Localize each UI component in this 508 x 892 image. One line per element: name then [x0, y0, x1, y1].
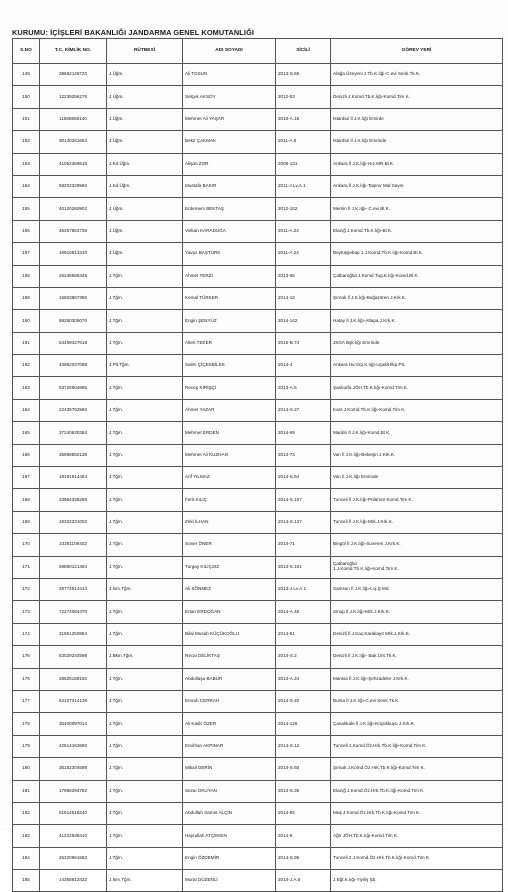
cell-sno: 164	[13, 399, 40, 421]
cell-rutbe: J.Tğm.	[107, 377, 183, 399]
cell-gorev-yeri: Elazığ J.Komd.Tb.K.lığı-Bl.K.	[331, 220, 503, 242]
cell-gorev-yeri: Denizli İl J.Kaç.Karakayıt Mrk.J.Krk.K.	[331, 623, 503, 645]
table-body	[13, 64, 503, 892]
cell-tc-no: 30140281664	[40, 131, 107, 153]
cell-rutbe: J.Tğm.	[107, 556, 183, 578]
cell-rutbe: J.Üğm.	[107, 64, 183, 86]
cell-gorev-yeri: Alağa Üzeyeni J.Tb.K.lığı-C.evi Senk.Tk.K.	[331, 64, 503, 86]
table-row	[13, 220, 503, 242]
cell-sicil: 2014-82	[276, 802, 331, 824]
cell-tc-no: 12239256276	[40, 86, 107, 108]
cell-gorev-yeri: Hatay İl J.K.lığı-Altapa J.Krk.K.	[331, 310, 503, 332]
cell-sicil: 2014-S.2	[276, 646, 331, 668]
cell-sicil: 2011-A.24	[276, 243, 331, 265]
cell-sno: 181	[13, 780, 40, 802]
cell-rutbe: J.Tğm.	[107, 422, 183, 444]
cell-sno: 184	[13, 847, 40, 869]
cell-name: Abdullah Samet ALÇIN	[183, 802, 276, 824]
cell-sno: 166	[13, 444, 40, 466]
cell-name: Soner ÖNER	[183, 534, 276, 556]
table-row	[13, 601, 503, 623]
cell-sicil: 2014-5	[276, 825, 331, 847]
cell-tc-no: 45457863738	[40, 220, 107, 242]
cell-sno: 150	[13, 86, 40, 108]
cell-tc-no: 26246585448	[40, 265, 107, 287]
cell-rutbe: J.Tğm.	[107, 780, 183, 802]
cell-name: Ali Kadir ÖZER	[183, 713, 276, 735]
cell-rutbe: J.Tğm.	[107, 444, 183, 466]
cell-name: Alten TEKER	[183, 332, 276, 354]
cell-gorev-yeri: Tunceli 2.J.Komd.Öz.Hrk.Tb.K.lığı-Komd.Tim K.	[331, 847, 503, 869]
cell-name: Salim ÇİÇEKBİLEK	[183, 355, 276, 377]
cell-sicil: 2011-J.Lv.A.1	[276, 175, 331, 197]
cell-gorev-yeri: Şanlıurfa JÖH.Tb.K.lığı-Komd.Tim K.	[331, 377, 503, 399]
cell-sno: 178	[13, 713, 40, 735]
cell-tc-no: 35182304698	[40, 758, 107, 780]
table-row	[13, 489, 503, 511]
header-row	[13, 39, 503, 64]
table-row	[13, 64, 503, 86]
table-row	[13, 556, 503, 578]
cell-sicil: 2014-142	[276, 310, 331, 332]
cell-sno: 153	[13, 153, 40, 175]
cell-gorev-yeri: Bingöl İl J.K.lığı-Suveren J.Krk.K.	[331, 534, 503, 556]
cell-gorev-yeri: Şırnak J.Komd.Öz.Hrk.Tb.K.lığı-Komd.Tim K.	[331, 758, 503, 780]
table-row	[13, 623, 503, 645]
cell-name: Ali TOSUN	[183, 64, 276, 86]
cell-sno: 179	[13, 735, 40, 757]
cell-sno: 172	[13, 578, 40, 600]
cell-sicil: 2011-A.8	[276, 131, 331, 153]
cell-sno: 185	[13, 870, 40, 892]
cell-tc-no: 53029244598	[40, 646, 107, 668]
cell-sicil: 2014-69	[276, 422, 331, 444]
cell-sicil: 2014-J.A.6	[276, 870, 331, 892]
cell-gorev-yeri: Tunceli İl J.K.lığı-Pülümür Komd.Tim K.	[331, 489, 503, 511]
cell-sicil: 2011-A.24	[276, 220, 331, 242]
cell-sicil: 2014-73	[276, 444, 331, 466]
cell-gorev-yeri: Çanakkale İl J.K.lığı-Küçükkuyu J.Krk.K.	[331, 713, 503, 735]
cell-tc-no: 31951250884	[40, 623, 107, 645]
cell-rutbe: J.Tğm.	[107, 847, 183, 869]
cell-name: Arif YILMAZ	[183, 467, 276, 489]
table-row	[13, 332, 503, 354]
cell-rutbe: J.Tğm.	[107, 601, 183, 623]
cell-sno: 157	[13, 243, 40, 265]
cell-name: Ali SÖNMEZ	[183, 578, 276, 600]
table-row	[13, 847, 503, 869]
cell-sicil: 2008-131	[276, 153, 331, 175]
cell-name: Abdullaşa BABUR	[183, 668, 276, 690]
cell-rutbe: J.Tğm.	[107, 467, 183, 489]
cell-sicil: 2014-S.35	[276, 780, 331, 802]
cell-sno: 171	[13, 556, 40, 578]
cell-rutbe: J.Üğm.	[107, 220, 183, 242]
cell-tc-no: 38662146720	[40, 64, 107, 86]
cell-sicil: 2014-S.95	[276, 847, 331, 869]
cell-name: Emrah CERRAH	[183, 690, 276, 712]
col-header-sicil: SİCİLİ	[276, 39, 331, 64]
table-row	[13, 131, 503, 153]
table-row	[13, 690, 503, 712]
cell-tc-no: 62107314138	[40, 690, 107, 712]
cell-rutbe: J.Üğm.	[107, 108, 183, 130]
cell-rutbe: J.İsm.Tğm.	[107, 870, 183, 892]
cell-sno: 159	[13, 287, 40, 309]
cell-tc-no: 11568858140	[40, 108, 107, 130]
cell-sicil: 2013-A.5	[276, 377, 331, 399]
table-row	[13, 243, 503, 265]
table-row	[13, 444, 503, 466]
cell-sicil: 2014-A.46	[276, 601, 331, 623]
cell-tc-no: 59860121394	[40, 556, 107, 578]
cell-sicil: 2012-53	[276, 86, 331, 108]
cell-tc-no: 16916913310	[40, 243, 107, 265]
personnel-table	[12, 38, 503, 892]
cell-tc-no: 41222938410	[40, 825, 107, 847]
table-header	[13, 39, 503, 64]
cell-sicil: 2013-S.65	[276, 64, 331, 86]
cell-rutbe: J.Tğm.	[107, 623, 183, 645]
cell-name: Erdemem BEKTAŞ	[183, 198, 276, 220]
cell-sicil: 2014-A.24	[276, 668, 331, 690]
cell-tc-no: 25320961582	[40, 847, 107, 869]
cell-gorev-yeri	[331, 556, 503, 578]
cell-tc-no: 37240630384	[40, 422, 107, 444]
cell-sno: 158	[13, 265, 40, 287]
cell-name: Zeki İLHAN	[183, 511, 276, 533]
cell-tc-no: 18181914464	[40, 467, 107, 489]
cell-gorev-yeri: Elazığ J.Komd.Öz.Hrk.Tb.K.lığı-Komd.Tim K.	[331, 780, 503, 802]
cell-sicil: 2015-B.74	[276, 332, 331, 354]
table-row	[13, 399, 503, 421]
cell-sno: 177	[13, 690, 40, 712]
cell-tc-no: 30400097014	[40, 713, 107, 735]
cell-gorev-yeri: Samsun İl J.K.lığı-Loj.Ş.Md.	[331, 578, 503, 600]
cell-sicil: 2014-S.12	[276, 735, 331, 757]
cell-tc-no: 17988294782	[40, 780, 107, 802]
table-row	[13, 467, 503, 489]
cell-gorev-yeri: Sinop İl J.K.lığı-Mrk.J.Krk.K.	[331, 601, 503, 623]
cell-name: Ahmet TERZİ	[183, 265, 276, 287]
cell-gorev-yeri: Van İl J.K.lığı-Bebeşin J.Krk.K.	[331, 444, 503, 466]
cell-tc-no: 28625158150	[40, 668, 107, 690]
cell-rutbe: J.Kd.Üğm.	[107, 175, 183, 197]
cell-tc-no: 33984336288	[40, 489, 107, 511]
col-header-sno: S.NO	[13, 39, 40, 64]
cell-gorev-yeri: İstanbul İl J.K.lığı Emirde	[331, 108, 503, 130]
cell-sicil: 2014-S.101	[276, 556, 331, 578]
table-row	[13, 578, 503, 600]
cell-name: Ferit KILIÇ	[183, 489, 276, 511]
cell-tc-no: 18322231002	[40, 511, 107, 533]
cell-sno: 167	[13, 467, 40, 489]
table-row	[13, 108, 503, 130]
cell-rutbe: J.İsm.Tğm.	[107, 578, 183, 600]
cell-name: Mehmet Ali KUZHAN	[183, 444, 276, 466]
cell-gorev-yeri: Van İl J.K.lığı Emrinde	[331, 467, 503, 489]
cell-rutbe: J.Tğm.	[107, 758, 183, 780]
cell-name: Alişan ZOR	[183, 153, 276, 175]
cell-sicil: 2014-4	[276, 355, 331, 377]
table-row	[13, 646, 503, 668]
col-header-tc: T.C. KİMLİK NO.	[40, 39, 107, 64]
col-header-rutbe: RÜTBESİ	[107, 39, 183, 64]
table-row	[13, 265, 503, 287]
table-row	[13, 780, 503, 802]
table-row	[13, 175, 503, 197]
col-header-ad: ADI SOYADI	[183, 39, 276, 64]
cell-name: Ahmet YAZAR	[183, 399, 276, 421]
cell-gorev-yeri: Ankara İl J.K.lığı-Hız.MR.Bl.K.	[331, 153, 503, 175]
cell-name: Mehmet Ali YAŞAR	[183, 108, 276, 130]
cell-sicil: 2010-A.15	[276, 108, 331, 130]
cell-sicil: 2014-71	[276, 534, 331, 556]
cell-gorev-yeri: JSGA Bşk.lığı Emrinde	[331, 332, 503, 354]
cell-rutbe: J.Tğm.	[107, 534, 183, 556]
cell-sicil: 2014-S.54	[276, 467, 331, 489]
cell-sicil: 2014-S.137	[276, 511, 331, 533]
cell-gorev-yeri: Denizli J.Komd.Tb.K.lığı-Komd.Tim K.	[331, 86, 503, 108]
cell-tc-no: 51514518240	[40, 802, 107, 824]
table-row	[13, 534, 503, 556]
cell-tc-no: 72274084470	[40, 601, 107, 623]
cell-sno: 168	[13, 489, 40, 511]
cell-sno: 154	[13, 175, 40, 197]
cell-tc-no: 43962037088	[40, 355, 107, 377]
cell-name: Bekir ÇAKMAK	[183, 131, 276, 153]
table-row	[13, 870, 503, 892]
cell-tc-no: 14368813432	[40, 870, 107, 892]
cell-rutbe: J.Tğm.	[107, 713, 183, 735]
cell-gorev-yeri: Denizli İl J.K.lığı- Bak.Ünt.Tk.K.	[331, 646, 503, 668]
cell-sicil: 2014-12	[276, 287, 331, 309]
table-row	[13, 802, 503, 824]
cell-sno: 165	[13, 422, 40, 444]
cell-tc-no: 54469427618	[40, 332, 107, 354]
table-row	[13, 713, 503, 735]
cell-gorev-yeri: İstanbul İl J.K.lığı Emrinde	[331, 131, 503, 153]
cell-name: Bilal Musab KÜÇÜKOĞLU	[183, 623, 276, 645]
cell-sno: 160	[13, 310, 40, 332]
cell-sicil: 2013-65	[276, 265, 331, 287]
cell-gorev-yeri: Mersin İl J.K.lığı- C.evi Bl.K.	[331, 198, 503, 220]
document-title: KURUMU: İÇİŞLERİ BAKANLIĞI JANDARMA GENEL KOMUTANLIĞI	[12, 28, 255, 37]
table-row	[13, 310, 503, 332]
cell-name: Ertan ERDOĞAN	[183, 601, 276, 623]
cell-gorev-yeri: Tunceli 1.Komd.Öz.Hrk.Tb.K.lığı-Komd.Tim K.	[331, 735, 503, 757]
cell-rutbe: J.Tğm.	[107, 489, 183, 511]
cell-rutbe: J.Tğm.	[107, 399, 183, 421]
cell-rutbe: J.Tğm.	[107, 802, 183, 824]
table-row	[13, 668, 503, 690]
table-row	[13, 825, 503, 847]
cell-sno: 151	[13, 108, 40, 130]
cell-name: Mustafa BAKIR	[183, 175, 276, 197]
cell-gorev-line: 1.J.Komd.Tb.K.lığı-Komd.Tim K.	[333, 566, 399, 572]
cell-rutbe: J.Tğm.	[107, 265, 183, 287]
cell-gorev-yeri: Muş J.Komd.Öz.Hrk.Tb.K.lığı-Komd.Tim K.	[331, 802, 503, 824]
cell-sno: 170	[13, 534, 40, 556]
cell-gorev-yeri: Kars J.Komd.Tb.K.lığı-Komd.Tim K.	[331, 399, 503, 421]
cell-rutbe: J.Plt.Tğm.	[107, 355, 183, 377]
cell-sno: 155	[13, 198, 40, 220]
cell-gorev-yeri: J.Eğt.K.lığı-Yiyiliş Şb.	[331, 870, 503, 892]
cell-gorev-line: Çatbaroğlut	[333, 561, 357, 567]
cell-gorev-yeri: Mardin İl J.K.lığı-Komd.Bl.K.	[331, 422, 503, 444]
cell-sno: 149	[13, 64, 40, 86]
cell-rutbe: J.Tğm.	[107, 310, 183, 332]
cell-gorev-yeri: Çatbaroğlut J.Komd.Tug.K.lığı-Komd.Bl.K.	[331, 265, 503, 287]
cell-tc-no: 23261108402	[40, 534, 107, 556]
table-row	[13, 153, 503, 175]
cell-sicil: 2014-S.27	[276, 399, 331, 421]
cell-gorev-yeri: Ankara İl J.K.lığı-Taşınır Mal Saym.	[331, 175, 503, 197]
cell-gorev-yeri: Manisa İl J.K.lığı-Şehzadeler J.Krk.K.	[331, 668, 503, 690]
cell-sicil: 2014-S.40	[276, 690, 331, 712]
table-row	[13, 758, 503, 780]
cell-gorev-yeri: Beytüşşebap 1.J.Komd.Tb.K.lığı-Komd.Bl.K.	[331, 243, 503, 265]
cell-gorev-yeri: Ağrı JÖH.Tb.K.lığı-Komd.Tim K.	[331, 825, 503, 847]
cell-rutbe: J.Tğm.	[107, 735, 183, 757]
cell-name: Yavuz BAŞTÜRK	[183, 243, 276, 265]
cell-sno: 156	[13, 220, 40, 242]
cell-sno: 173	[13, 601, 40, 623]
cell-gorev-yeri: Bursa İl J.K.lığı-C.evi Senk.Tk.K.	[331, 690, 503, 712]
table-row	[13, 86, 503, 108]
cell-name: Mikail DERİN	[183, 758, 276, 780]
cell-rutbe: J.Tğm.	[107, 332, 183, 354]
cell-name: Mehmet ERDEN	[183, 422, 276, 444]
cell-gorev-yeri: Şırnak İl J.K.lığı-Boğazören J.Krk.K.	[331, 287, 503, 309]
cell-rutbe: J.Üğm.	[107, 131, 183, 153]
cell-sno: 176	[13, 668, 40, 690]
cell-tc-no: 35998550136	[40, 444, 107, 466]
cell-tc-no: 28774514414	[40, 578, 107, 600]
cell-tc-no: 15603867390	[40, 287, 107, 309]
cell-sicil: 2012-102	[276, 198, 331, 220]
cell-sno: 175	[13, 646, 40, 668]
cell-sicil: 2013-J.Lv.A.1	[276, 578, 331, 600]
cell-sicil: 2014-126	[276, 713, 331, 735]
table-row	[13, 735, 503, 757]
table-row	[13, 511, 503, 533]
cell-rutbe: J.Tğm.	[107, 668, 183, 690]
cell-rutbe: J.Tğm.	[107, 690, 183, 712]
cell-tc-no: 53726604885	[40, 377, 107, 399]
cell-tc-no: 58260305070	[40, 310, 107, 332]
cell-rutbe: J.Üğm.	[107, 243, 183, 265]
cell-sno: 152	[13, 131, 40, 153]
cell-sno: 183	[13, 825, 40, 847]
cell-name: Engin ÖZDEMİR	[183, 847, 276, 869]
cell-rutbe: J.Üğm.	[107, 198, 183, 220]
table-row	[13, 377, 503, 399]
cell-sno: 180	[13, 758, 40, 780]
cell-name: Volkan KARADUĞA	[183, 220, 276, 242]
table-row	[13, 287, 503, 309]
cell-sno: 162	[13, 355, 40, 377]
cell-sno: 161	[13, 332, 40, 354]
table-row	[13, 422, 503, 444]
col-header-gorev: GÖREV YERİ	[331, 39, 503, 64]
cell-name: Sezai OKUYAN	[183, 780, 276, 802]
cell-rutbe: J.Tğm.	[107, 825, 183, 847]
cell-sicil: 2014-81	[276, 623, 331, 645]
cell-name: Recai DELİKTAŞ	[183, 646, 276, 668]
cell-sno: 169	[13, 511, 40, 533]
cell-sno: 182	[13, 802, 40, 824]
cell-name: Hayrullah ATÇEKEN	[183, 825, 276, 847]
cell-tc-no: 58202329560	[40, 175, 107, 197]
cell-sno: 163	[13, 377, 40, 399]
cell-gorev-yeri: Ankara Hv.Grp.K.lığı-Uçak/Hlkp.Plt.	[331, 355, 503, 377]
cell-rutbe: J.Üğm.	[107, 86, 183, 108]
cell-name: Kemal TÜRKER	[183, 287, 276, 309]
cell-name: Emirhan AKPINAR	[183, 735, 276, 757]
table-row	[13, 198, 503, 220]
cell-gorev-yeri: Tunceli İl J.K.lığı-Mrk.J.Krk.K.	[331, 511, 503, 533]
cell-rutbe: J.Tğm.	[107, 511, 183, 533]
cell-tc-no: 22435762560	[40, 399, 107, 421]
cell-rutbe: J.Tğm.	[107, 287, 183, 309]
cell-sicil: 2014-S.60	[276, 758, 331, 780]
cell-sicil: 2014-S.107	[276, 489, 331, 511]
table-row	[13, 355, 503, 377]
cell-rutbe: J.Kd.Üğm.	[107, 153, 183, 175]
cell-name: Recep KİRİŞÇİ	[183, 377, 276, 399]
cell-tc-no: 41052369518	[40, 153, 107, 175]
cell-name: Murat DÜZENLİ	[183, 870, 276, 892]
cell-tc-no: 40120260902	[40, 198, 107, 220]
cell-name: Selçuk AKSOY	[183, 86, 276, 108]
cell-rutbe: J.Bkm.Tğm.	[107, 646, 183, 668]
cell-name: Turgay KILIÇSIZ	[183, 556, 276, 578]
cell-name: Engin ŞENYÜZ	[183, 310, 276, 332]
cell-tc-no: 42614163690	[40, 735, 107, 757]
cell-sno: 174	[13, 623, 40, 645]
